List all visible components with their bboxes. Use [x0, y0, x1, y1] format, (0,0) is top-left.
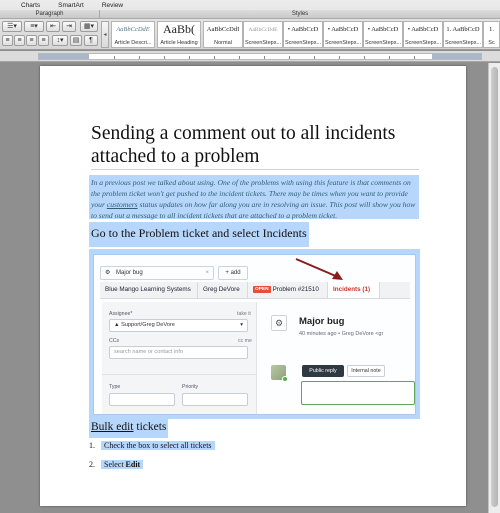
style-screensteps-3[interactable] [323, 21, 363, 48]
align-center-button[interactable]: ≡ [14, 35, 25, 46]
ccs-label: CCs [109, 338, 120, 344]
chevron-down-icon: ▾ [240, 322, 243, 328]
assignee-value: Support/Greg DeVore [121, 322, 175, 328]
intro-text-before: In a previous post we talked about using. One of the problems with using this feature is that comments on the problem ticket won't get pushed to the incident tickets. There may be times when you want to provide your [91, 178, 411, 209]
title-divider [91, 169, 419, 170]
gear-icon: ⚙ [105, 270, 111, 276]
style-sample: • AaBbCcD [407, 26, 439, 33]
heading2-underlined: Bulk edit [91, 421, 134, 433]
style-normal[interactable] [203, 21, 243, 48]
ruler-track[interactable] [38, 53, 482, 60]
style-name: ScreenSteps... [404, 40, 442, 46]
style-name: Article Descri... [114, 40, 152, 46]
reply-textarea [301, 381, 415, 405]
style-screensteps-7[interactable] [483, 21, 500, 48]
paragraph-controls [2, 21, 100, 48]
priority-label: Priority [182, 384, 199, 390]
ruler-tick [164, 56, 165, 59]
public-reply-button: Public reply [302, 365, 344, 377]
style-sample: AaBb( [163, 22, 195, 36]
style-name: ScreenSteps... [364, 40, 402, 46]
person-icon: ▲ [114, 322, 122, 328]
intro-paragraph[interactable] [89, 175, 419, 219]
ticket-tab [100, 266, 214, 280]
style-name: ScreenSteps... [244, 40, 282, 46]
ruler-left-margin [39, 54, 89, 59]
styles-group-label: Styles [100, 10, 500, 19]
tab-review[interactable]: Review [101, 2, 124, 9]
ticket-breadcrumb [100, 282, 410, 299]
type-field [109, 393, 175, 406]
online-status-dot [282, 376, 288, 382]
document-page[interactable] [40, 66, 466, 506]
paragraph-group-label: Paragraph [0, 10, 100, 19]
shading-button[interactable]: ▤ [70, 35, 82, 46]
styles-scroll-left[interactable]: ◂ [101, 21, 109, 48]
style-name: ScreenSteps... [324, 40, 362, 46]
ruler-tick [264, 56, 265, 59]
align-left-button[interactable]: ≡ [2, 35, 13, 46]
ruler[interactable] [0, 51, 500, 62]
style-screensteps-1[interactable] [243, 21, 283, 48]
add-tab-button: + add [218, 266, 248, 280]
crumb-incidents: Incidents (1) [328, 282, 380, 298]
step-heading-1[interactable]: Go to the Problem ticket and select Incidents [89, 222, 309, 247]
screenshot-frame [93, 254, 416, 415]
line-spacing-button[interactable]: ↕▾ [52, 35, 68, 46]
style-screensteps-2[interactable] [283, 21, 323, 48]
style-screensteps-5[interactable] [403, 21, 443, 48]
vertical-scrollbar[interactable] [488, 63, 500, 513]
bullets-button[interactable]: ☰▾ [2, 21, 22, 32]
scrollbar-thumb[interactable] [491, 67, 498, 507]
crumb-requester: Greg DeVore [198, 282, 248, 298]
ruler-tick [414, 56, 415, 59]
style-name: Article Heading [160, 40, 198, 46]
type-label: Type [109, 384, 121, 390]
align-right-button[interactable]: ≡ [26, 35, 37, 46]
list-item[interactable] [89, 437, 215, 454]
list-number: 1. [89, 441, 95, 450]
list-text: Check the box to select all tickets [101, 441, 215, 450]
embedded-screenshot[interactable] [89, 249, 420, 419]
style-sample: 1. [489, 26, 494, 33]
style-article-heading[interactable] [157, 21, 201, 48]
style-sample: AaBbCcDdE [116, 26, 150, 33]
ticket-meta: 40 minutes ago • Greg DeVore <gr [299, 331, 384, 337]
borders-button[interactable]: ▦▾ [80, 21, 98, 32]
intro-text-after: status updates on how far along you are in resolving an issue. This post will show you how to send out a message to all incident tickets that are attached to a problem ticket. [91, 200, 416, 220]
style-screensteps-6[interactable] [443, 21, 483, 48]
list-text-bold: Edit [125, 460, 141, 469]
tab-charts[interactable]: Charts [21, 2, 41, 9]
style-name: Sc [488, 40, 495, 46]
justify-button[interactable]: ≡ [38, 35, 49, 46]
ruler-tick [239, 56, 240, 59]
show-formatting-icon[interactable]: ¶ [84, 35, 98, 46]
style-name: ScreenSteps... [444, 40, 482, 46]
cc-search-input: search name or contact info [109, 346, 248, 359]
step-heading-2[interactable] [89, 419, 168, 438]
list-text [101, 460, 143, 469]
style-name: ScreenSteps... [284, 40, 322, 46]
ruler-tick [364, 56, 365, 59]
ruler-tick [214, 56, 215, 59]
ribbon-tabs [0, 0, 500, 10]
crumb-organization: Blue Mango Learning Systems [100, 282, 198, 298]
take-it-link: take it [237, 311, 251, 317]
style-name: Normal [214, 40, 232, 46]
ticket-tab-title: Major bug [116, 270, 143, 276]
list-number: 2. [89, 460, 95, 469]
style-sample: 1. AaBbCcD [446, 26, 480, 33]
ruler-right-margin [432, 54, 481, 59]
list-item[interactable] [89, 456, 143, 473]
ruler-tick [389, 56, 390, 59]
heading2-rest: tickets [133, 421, 167, 433]
tab-smartart[interactable]: SmartArt [58, 2, 84, 9]
close-icon: × [205, 270, 209, 276]
decrease-indent-button[interactable]: ⇤ [46, 21, 60, 32]
increase-indent-button[interactable]: ⇥ [62, 21, 76, 32]
style-sample: • AaBbCcD [287, 26, 319, 33]
numbering-button[interactable]: ≡▾ [24, 21, 44, 32]
panel-divider [102, 374, 257, 375]
assignee-label: Assignee* [109, 311, 133, 317]
ruler-tick [139, 56, 140, 59]
style-sample: • AaBbCcD [367, 26, 399, 33]
ribbon [0, 0, 500, 50]
style-sample: AaBbCcDdI [206, 26, 240, 33]
style-sample: AaBbCcDdE [248, 27, 278, 33]
customers-link[interactable]: customers [106, 200, 138, 209]
ruler-tick [339, 56, 340, 59]
assignee-field [109, 319, 248, 332]
ruler-tick [114, 56, 115, 59]
style-sample: • AaBbCcD [327, 26, 359, 33]
cc-me-link: cc me [238, 338, 252, 344]
red-arrow-icon [294, 255, 354, 285]
gear-icon: ⚙ [271, 315, 287, 331]
ticket-title: Major bug [299, 316, 345, 327]
style-screensteps-4[interactable] [363, 21, 403, 48]
priority-field [182, 393, 248, 406]
ruler-tick [189, 56, 190, 59]
status-badge: OPEN [255, 287, 269, 292]
list-text-prefix: Select [104, 460, 126, 469]
ruler-tick [289, 56, 290, 59]
ruler-tick [314, 56, 315, 59]
style-article-description[interactable] [111, 21, 155, 48]
document-title[interactable]: Sending a comment out to all incidents attached to a problem [91, 123, 396, 167]
ticket-properties-panel [102, 302, 257, 414]
problem-label: Problem #21510 [272, 286, 319, 293]
internal-note-button: Internal note [347, 365, 385, 377]
